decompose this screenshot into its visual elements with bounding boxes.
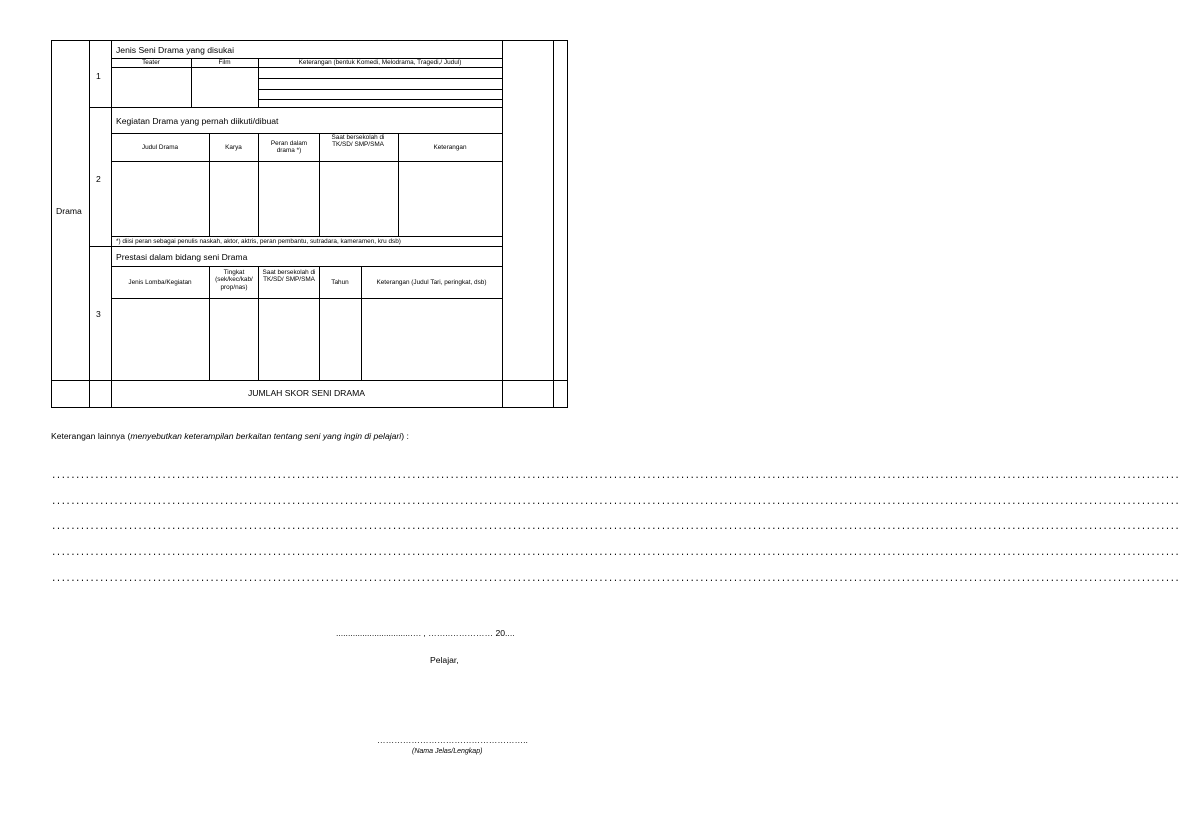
row-2-header-karya: Karya [225,144,242,151]
row-3-header-tingkat: Tingkat (sek/kec/kab/ prop/nas) [215,269,253,291]
category-label: Drama [56,206,82,216]
row-2-title: Kegiatan Drama yang pernah diikuti/dibuat [116,116,279,126]
notes-label-italic: menyebutkan keterampilan berkaitan tentang seni yang ingin di pelajari [130,431,402,441]
row-3-header-jenis: Jenis Lomba/Kegiatan [128,279,192,286]
row-number-1: 1 [96,71,101,81]
signer-role: Pelajar, [430,655,459,665]
notes-line-1[interactable]: ........................................................................................................................................................................................................................................... [51,471,1179,481]
notes-label [51,432,409,442]
notes-line-3[interactable]: ........................................................................................................................................................................................................................................... [51,522,1179,532]
row-2-footnote: *) diisi peran sebagai penulis naskah, aktor, aktris, peran pembantu, sutradara, kameramen, kru dsb) [116,238,401,245]
row-2-header-peran: Peran dalam drama *) [270,140,308,155]
row-3-header-saat: Saat bersekolah di TK/SD/ SMP/SMA [262,269,316,284]
row-number-2: 2 [96,174,101,184]
signature-name-caption: (Nama Jelas/Lengkap) [412,748,483,755]
row-2-header-keterangan: Keterangan [433,144,467,151]
row-2-header-judul: Judul Drama [141,144,179,151]
row-3-header-keterangan: Keterangan (Judul Tari, peringkat, dsb) [376,279,487,286]
row-number-3: 3 [96,309,101,319]
notes-label-prefix: Keterangan lainnya ( [51,431,131,441]
signature-name-line[interactable]: …………………………………………….. [377,735,528,745]
row-1-header-keterangan: Keterangan (bentuk Komedi, Melodrama, Tragedi,/ Judul) [298,59,462,66]
row-3-title: Prestasi dalam bidang seni Drama [116,252,248,262]
notes-line-4[interactable]: ........................................................................................................................................................................................................................................... [51,548,1179,558]
notes-label-suffix: ) : [401,431,409,441]
row-1-title: Jenis Seni Drama yang disukai [116,45,234,55]
row-1-header-teater: Teater [142,59,160,66]
row-2-header-saat: Saat bersekolah di TK/SD/ SMP/SMA [331,134,385,149]
total-score-label: JUMLAH SKOR SENI DRAMA [248,388,365,398]
place-date-line[interactable]: ...............................…. , ……..…………… 20.... [336,628,515,638]
notes-line-2[interactable]: ........................................................................................................................................................................................................................................... [51,497,1179,507]
notes-line-5[interactable]: ........................................................................................................................................................................................................................................... [51,574,1179,584]
row-1-header-film: Film [218,59,231,66]
row-3-header-tahun: Tahun [331,279,349,286]
